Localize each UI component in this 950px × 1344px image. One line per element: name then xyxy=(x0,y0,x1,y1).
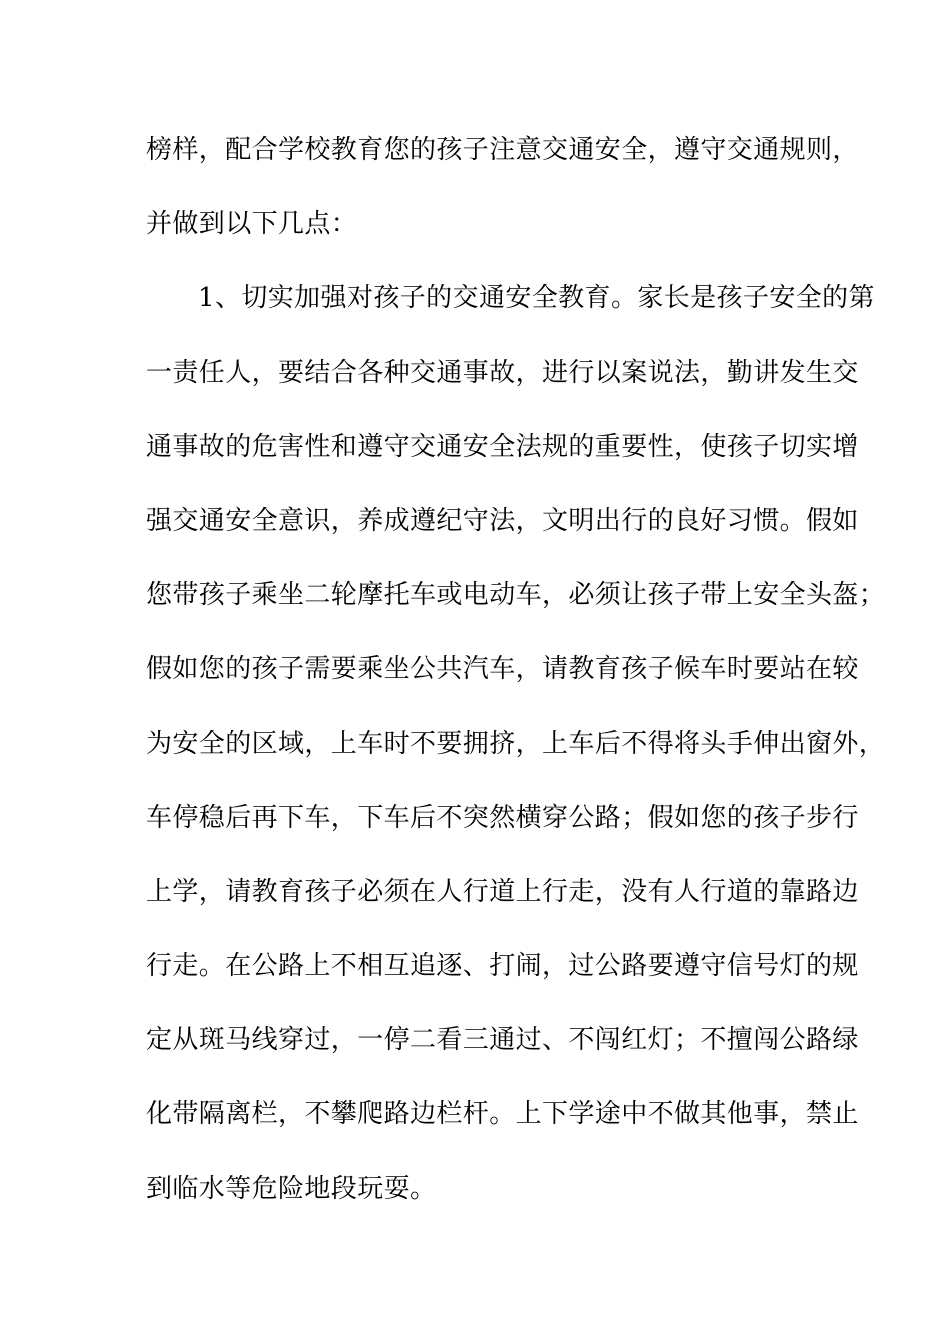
text-line-14: 化带隔离栏，不攀爬路边栏杆。上下学途中不做其他事，禁止 xyxy=(146,1099,859,1130)
text-line-1: 榜样，配合学校教育您的孩子注意交通安全，遵守交通规则， xyxy=(146,135,859,165)
text-line-12: 行走。在公路上不相互追逐、打闹，过公路要遵守信号灯的规 xyxy=(146,951,859,982)
text-line-15: 到临水等危险地段玩耍。 xyxy=(146,1173,437,1204)
text-line-7: 您带孩子乘坐二轮摩托车或电动车，必须让孩子带上安全头盔； xyxy=(146,580,886,611)
text-line-4: 一责任人，要结合各种交通事故，进行以案说法，勤讲发生交 xyxy=(146,357,859,388)
text-line-9: 为安全的区域，上车时不要拥挤，上车后不得将头手伸出窗外， xyxy=(146,728,886,759)
text-line-10: 车停稳后再下车，下车后不突然横穿公路；假如您的孩子步行 xyxy=(146,802,859,833)
text-line-5: 通事故的危害性和遵守交通安全法规的重要性，使孩子切实增 xyxy=(146,431,859,462)
text-line-8: 假如您的孩子需要乘坐公共汽车，请教育孩子候车时要站在较 xyxy=(146,654,859,685)
text-line-11: 上学，请教育孩子必须在人行道上行走，没有人行道的靠路边 xyxy=(146,876,859,907)
text-line-3: 1、切实加强对孩子的交通安全教育。家长是孩子安全的第 xyxy=(198,283,875,314)
text-line-2: 并做到以下几点： xyxy=(146,209,358,240)
body-text xyxy=(146,122,886,1235)
text-line-6: 强交通安全意识，养成遵纪守法，文明出行的良好习惯。假如 xyxy=(146,505,859,536)
text-line-13: 定从斑马线穿过，一停二看三通过、不闯红灯；不擅闯公路绿 xyxy=(146,1025,859,1056)
